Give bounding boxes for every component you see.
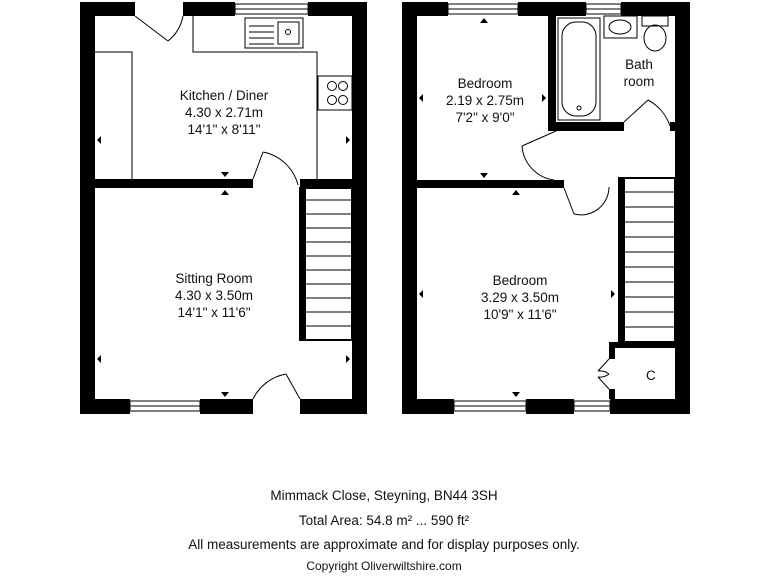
stair-rail	[619, 178, 625, 342]
wall	[80, 399, 130, 414]
wall	[526, 399, 574, 414]
door-leaf	[253, 152, 263, 179]
dimension-arrow	[419, 290, 423, 298]
wall	[183, 2, 235, 16]
door-leaf	[286, 374, 300, 399]
wall	[300, 179, 367, 188]
room-name-line1: Bath	[625, 57, 653, 72]
wall	[548, 16, 556, 131]
room-name: Bedroom	[457, 76, 513, 91]
wall	[609, 342, 615, 359]
dimension-arrow	[480, 173, 488, 178]
room-imperial: 14'1" x 11'6"	[177, 305, 251, 320]
door-leaf	[564, 188, 574, 214]
door-swing	[253, 374, 286, 399]
wall	[675, 2, 690, 414]
door-leaf	[522, 131, 556, 146]
wall	[609, 389, 615, 399]
wall	[610, 399, 690, 414]
dimension-arrow	[542, 94, 546, 102]
room-metric: 3.29 x 3.50m	[480, 290, 560, 305]
worktop	[95, 52, 132, 179]
bedroom-large-label	[481, 272, 559, 323]
dimension-arrow	[221, 392, 229, 397]
door-leaf	[135, 16, 168, 41]
wall	[402, 2, 417, 414]
room-name-line2: room	[623, 74, 655, 89]
dimension-arrow	[97, 136, 101, 144]
dimension-arrow	[480, 18, 488, 23]
room-imperial: 7'2" x 9'0"	[455, 110, 515, 125]
door-leaf	[624, 100, 648, 122]
footer-copyright: Copyright Oliverwiltshire.com	[306, 559, 462, 573]
room-name: Kitchen / Diner	[179, 88, 269, 103]
dimension-arrow	[419, 94, 423, 102]
wall	[548, 122, 624, 131]
wall	[80, 179, 253, 188]
dimension-arrow	[346, 136, 350, 144]
staircase	[300, 188, 352, 340]
door-swing	[263, 152, 298, 185]
dimension-arrow	[611, 290, 615, 298]
hob-ring	[339, 96, 348, 105]
room-imperial: 14'1" x 8'11"	[187, 122, 261, 137]
hob-fixture	[318, 76, 352, 110]
stair-rail	[300, 188, 306, 340]
room-name: Sitting Room	[175, 271, 253, 286]
wall	[402, 180, 564, 188]
sink-bowl	[278, 22, 299, 44]
dimension-arrow	[97, 355, 101, 363]
bedroom-small-label	[446, 75, 524, 126]
door-swing	[168, 16, 183, 41]
door-leaf	[598, 359, 609, 371]
door-swing	[522, 146, 554, 180]
staircase	[619, 178, 675, 342]
wall	[300, 399, 367, 414]
bath-plug	[577, 106, 581, 110]
bath-tub	[562, 22, 596, 116]
hob-ring	[328, 82, 337, 91]
door-swing	[648, 100, 670, 126]
dimension-arrow	[221, 190, 229, 195]
room-metric: 4.30 x 3.50m	[174, 288, 254, 303]
sitting-room-label	[175, 270, 253, 321]
door-swing	[574, 187, 609, 215]
bath-fixture	[558, 18, 600, 120]
wall	[352, 2, 367, 414]
toilet-bowl	[644, 25, 666, 51]
ground-floor	[80, 2, 367, 414]
wall	[518, 2, 586, 16]
cupboard-label: C	[646, 368, 656, 383]
room-metric: 4.30 x 2.71m	[184, 105, 264, 120]
wall	[670, 122, 678, 131]
dimension-arrow	[221, 172, 229, 177]
hob-ring	[328, 96, 337, 105]
wall	[80, 2, 95, 414]
dimension-arrow	[346, 355, 350, 363]
hob-ring	[339, 82, 348, 91]
sink-plug	[286, 30, 291, 35]
bathroom-label	[624, 56, 655, 90]
dimension-arrow	[512, 190, 520, 195]
dimension-arrow	[512, 392, 520, 397]
basin-bowl	[609, 20, 631, 34]
door-leaf	[598, 377, 609, 389]
door-swing	[598, 371, 609, 374]
footer-address: Mimmack Close, Steyning, BN44 3SH	[270, 488, 498, 503]
room-imperial: 10'9" x 11'6"	[483, 307, 557, 322]
wall	[200, 399, 253, 414]
wall	[402, 399, 454, 414]
room-metric: 2.19 x 2.75m	[445, 93, 525, 108]
footer-area: Total Area: 54.8 m² ... 590 ft²	[298, 513, 470, 528]
footer-disclaimer: All measurements are approximate and for display purposes only.	[188, 537, 580, 552]
room-name: Bedroom	[492, 273, 548, 288]
kitchen-label	[180, 87, 269, 138]
door-swing	[598, 374, 609, 377]
